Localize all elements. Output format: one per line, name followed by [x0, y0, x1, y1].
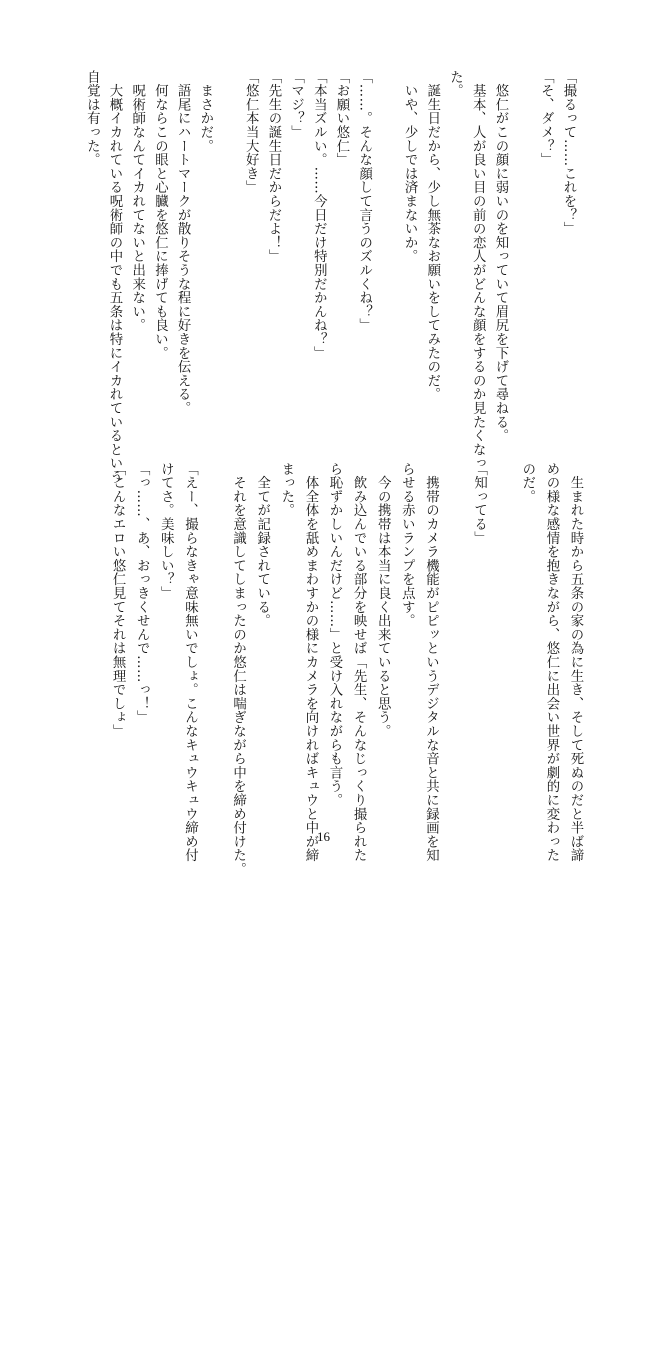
text-line: まさかだ。: [197, 70, 213, 153]
text-line: のだ。: [519, 462, 535, 504]
text-line: 「そ、ダメ？」: [538, 70, 554, 167]
text-line: 大概イカれている呪術師の中でも五条は特にイカれているという: [107, 70, 122, 484]
text-line: 体全体を舐めまわすかの様にカメラを向ければキュウと中が締: [302, 462, 318, 863]
text-line: 「悠仁本当大好き」: [243, 70, 259, 195]
text-line: 自覚は有った。: [84, 70, 100, 167]
text-line: ら恥ずかしいんだけど……」と受け入れながらも言う。: [327, 462, 342, 807]
text-line: 「っ……、あ、おっきくせんで……っ！」: [134, 462, 150, 725]
text-line: らせる赤いランプを点す。: [399, 462, 415, 628]
text-line: 全てが記録されている。: [254, 462, 270, 628]
text-line: 誕生日だから、少し無茶なお願いをしてみたのだ。: [424, 70, 440, 402]
text-line: 携帯のカメラ機能がピピッというデジタルな音と共に録画を知: [423, 462, 439, 863]
text-line: 「……。そんな顔して言うのズルくね？」: [356, 70, 372, 333]
text-line: 「本当ズルい。……今日だけ特別だかんね？」: [311, 70, 327, 360]
text-line: 基本、人が良い目の前の恋人がどんな顔をするのか見たくなっ: [470, 70, 486, 471]
text-line: 飲み込んでいる部分を映せば「先生、そんなじっくり撮られた: [351, 462, 367, 863]
text-line: 何ならこの眼と心臓を悠仁に捧げても良い。: [152, 70, 168, 360]
text-line: まった。: [278, 462, 294, 518]
text-line: 「撮るって……これを？」: [561, 70, 576, 236]
text-line: た。: [447, 70, 463, 98]
page-number: 16: [317, 829, 330, 844]
text-line: 生まれた時から五条の家の為に生き、そして死ぬのだと半ば諦: [568, 462, 583, 863]
text-line: 「マジ？」: [288, 70, 304, 139]
text-line: 「知ってる」: [471, 462, 487, 545]
text-line: 今の携帯は本当に良く出来ていると思う。: [375, 462, 391, 738]
text-line: けてさ。美味しい？」: [158, 462, 174, 600]
text-line: 悠仁がこの顔に弱いのを知っていて眉尻を下げて尋ねる。: [492, 70, 508, 443]
text-line: 呪術師なんてイカれてないと出来ない。: [129, 70, 145, 333]
text-line: いや、少しでは済まないか。: [402, 70, 418, 264]
text-line: 語尾にハートマークが散りそうな程に好きを伝える。: [175, 70, 191, 415]
text-line: それを意識してしまったのか悠仁は喘ぎながら中を締め付けた。: [230, 462, 246, 876]
text-line: 「こんなエロい悠仁見てそれは無理でしょ」: [110, 462, 126, 738]
text-line: めの様な感情を抱きながら、悠仁に出会い世界が劇的に変わった: [543, 462, 559, 863]
text-line: 「えー、撮らなきゃ意味無いでしょ。こんなキュウキュウ締め付: [182, 462, 198, 863]
text-line: 「お願い悠仁」: [334, 70, 349, 167]
text-line: 「先生の誕生日だからだよ！」: [265, 70, 281, 264]
